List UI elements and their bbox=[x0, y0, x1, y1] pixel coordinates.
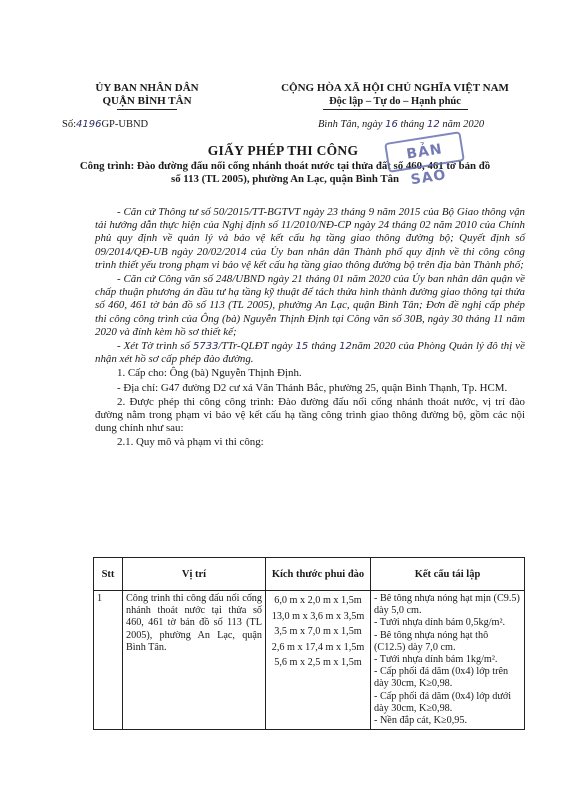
scope-heading: 2.1. Quy mô và phạm vi thi công: bbox=[117, 436, 264, 449]
cell-restoration bbox=[371, 591, 525, 730]
legal-basis-1: - Căn cứ Thông tư số 50/2015/TT-BGTVT ngày 23 tháng 9 năm 2015 của Bộ Giao thông vận tải hướng dẫn thực hiện của Nghị định số 11/2010/NĐ-CP ngày 24 tháng 02 năm 2010 của Chính phủ quy định về quản lý và bảo vệ kết cấu hạ tầng giao thông đường bộ; Quyết định số 09/2014/QĐ-UB ngày 20/02/2014 của Ủy ban nhân dân Thành phố quy định về thi công công trình thiết yếu trong phạm vi bảo vệ kết cấu hạ tầng giao thông đường bộ trên địa bàn Thành phố; bbox=[95, 206, 525, 271]
restoration-layer-2: - Tưới nhựa dính bám 0,5kg/m². bbox=[374, 617, 506, 629]
document-title: GIẤY PHÉP THI CÔNG bbox=[207, 143, 359, 158]
date-day: 16 bbox=[385, 119, 398, 130]
document-subtitle: Công trình: Đào đường đấu nối cống nhánh thoát nước tại thửa đất số 460, 461 tờ bản đồ số 113 (TL 2005), phường An Lạc, quận Bình Tân bbox=[79, 160, 491, 185]
legal-basis-2: - Căn cứ Công văn số 248/UBND ngày 21 tháng 01 năm 2020 của Ủy ban nhân dân quận về chấp thuận phương án đầu tư hạ tầng kỹ thuật để tách thửa hình thành đường giao thông tại thửa số 460, 461 tờ bản đồ số 113 (TL 2005), phường An Lạc, quận Bình Tân; Đơn đề nghị cấp phép thi công công trình của Ông (bà) Nguyễn Thịnh Định tại Công văn số 30B, ngày 30 tháng 11 năm 2020 và đính kèm hồ sơ thiết kế; bbox=[95, 273, 525, 338]
legal-basis-3-c: tháng bbox=[311, 340, 337, 353]
authority-underline bbox=[117, 109, 177, 110]
restoration-layer-5: - Cấp phối đá dăm (0x4) lớp trên dày 30cm, K≥0,98. bbox=[374, 666, 509, 690]
restoration-layer-7: - Nền đắp cát, K≥0,95. bbox=[374, 715, 468, 727]
legal-basis-3-b: /TTr-QLĐT ngày bbox=[218, 340, 293, 353]
motto-text: Độc lập – Tự do – Hạnh phúc bbox=[329, 96, 461, 107]
restoration-layer-4: - Tưới nhựa dính bám 1kg/m². bbox=[374, 654, 498, 666]
restoration-layer-6: - Cấp phối đá dăm (0x4) lớp dưới dày 30cm, K≥0,98. bbox=[374, 690, 512, 714]
document-body bbox=[95, 206, 525, 451]
national-motto bbox=[255, 82, 535, 110]
motto-underline bbox=[323, 109, 468, 110]
restoration-layer-3: - Bê tông nhựa nóng hạt thô (C12.5) dày 7,0 cm. bbox=[374, 629, 489, 653]
dig-size-1: 6,0 m x 2,0 m x 1,5m bbox=[274, 595, 362, 606]
cell-location: Công trình thi công đấu nối cống nhánh thoát nước tại thửa số 460, 461 tờ bản đồ số 113 (TL 2005), phường An Lạc, quận Bình Tân. bbox=[123, 591, 266, 730]
document-number bbox=[62, 119, 148, 130]
doc-number-suffix: GP-UBND bbox=[101, 119, 149, 130]
dig-size-2: 13,0 m x 3,6 m x 3,5m bbox=[271, 610, 365, 622]
col-header-restoration: Kết cấu tái lập bbox=[371, 558, 525, 591]
date-prefix: Bình Tân, ngày bbox=[318, 119, 383, 130]
grantee-address: - Địa chỉ: G47 đường D2 cư xá Văn Thánh Bắc, phường 25, quận Bình Thạnh, Tp. HCM. bbox=[117, 381, 508, 394]
date-suffix: năm 2020 bbox=[442, 119, 485, 130]
cell-stt: 1 bbox=[94, 591, 123, 730]
col-header-location: Vị trí bbox=[123, 558, 266, 591]
copy-stamp: BẢN SAO bbox=[384, 131, 465, 173]
legal-basis-3-d: năm 2020 của Phòng Quản lý đô thị về nhận xét hồ sơ cấp phép đào đường. bbox=[95, 340, 525, 366]
table-header-row bbox=[94, 558, 525, 591]
restoration-layer-1: - Bê tông nhựa nóng hạt mịn (C9.5) dày 5,0 cm. bbox=[374, 593, 520, 617]
date-mid: tháng bbox=[400, 119, 425, 130]
doc-number-prefix: Số: bbox=[62, 119, 77, 130]
grantee-line: 1. Cấp cho: Ông (bà) Nguyễn Thịnh Định. bbox=[117, 367, 302, 380]
nation-name: CỘNG HÒA XÃ HỘI CHỦ NGHĨA VIỆT NAM bbox=[281, 82, 509, 94]
doc-number-handwritten: 4196 bbox=[76, 119, 102, 130]
authority-line-1: ỦY BAN NHÂN DÂN bbox=[95, 82, 199, 94]
authority-line-2: QUẬN BÌNH TÂN bbox=[102, 95, 192, 107]
dig-size-4: 2,6 m x 17,4 m x 1,5m bbox=[271, 641, 365, 653]
cell-dig-sizes bbox=[266, 591, 371, 730]
issue-date bbox=[318, 119, 484, 130]
dig-size-3: 3,5 m x 7,0 m x 1,5m bbox=[274, 626, 362, 637]
col-header-dig-size: Kích thước phui đào bbox=[266, 558, 371, 591]
legal-basis-3-handwritten-day: 15 bbox=[295, 341, 309, 353]
col-header-stt: Stt bbox=[94, 558, 123, 591]
date-month: 12 bbox=[427, 119, 440, 130]
legal-basis-3-handwritten-month: 12 bbox=[339, 341, 352, 353]
construction-scope-table bbox=[93, 557, 525, 730]
dig-size-5: 5,6 m x 2,5 m x 1,5m bbox=[274, 657, 362, 668]
legal-basis-3 bbox=[95, 340, 525, 366]
permit-scope: 2. Được phép thi công công trình: Đào đường đấu nối cống nhánh thoát nước, vị trí đào đường nằm trong phạm vi bảo vệ kết cấu hạ tầng công trình giao thông đường bộ, gồm các nội dung chính như sau: bbox=[95, 395, 525, 435]
legal-basis-3-handwritten-number: 5733 bbox=[193, 341, 219, 353]
table-row bbox=[94, 591, 525, 730]
issuing-authority bbox=[62, 82, 232, 110]
legal-basis-3-a: - Xét Tờ trình số bbox=[117, 340, 190, 353]
